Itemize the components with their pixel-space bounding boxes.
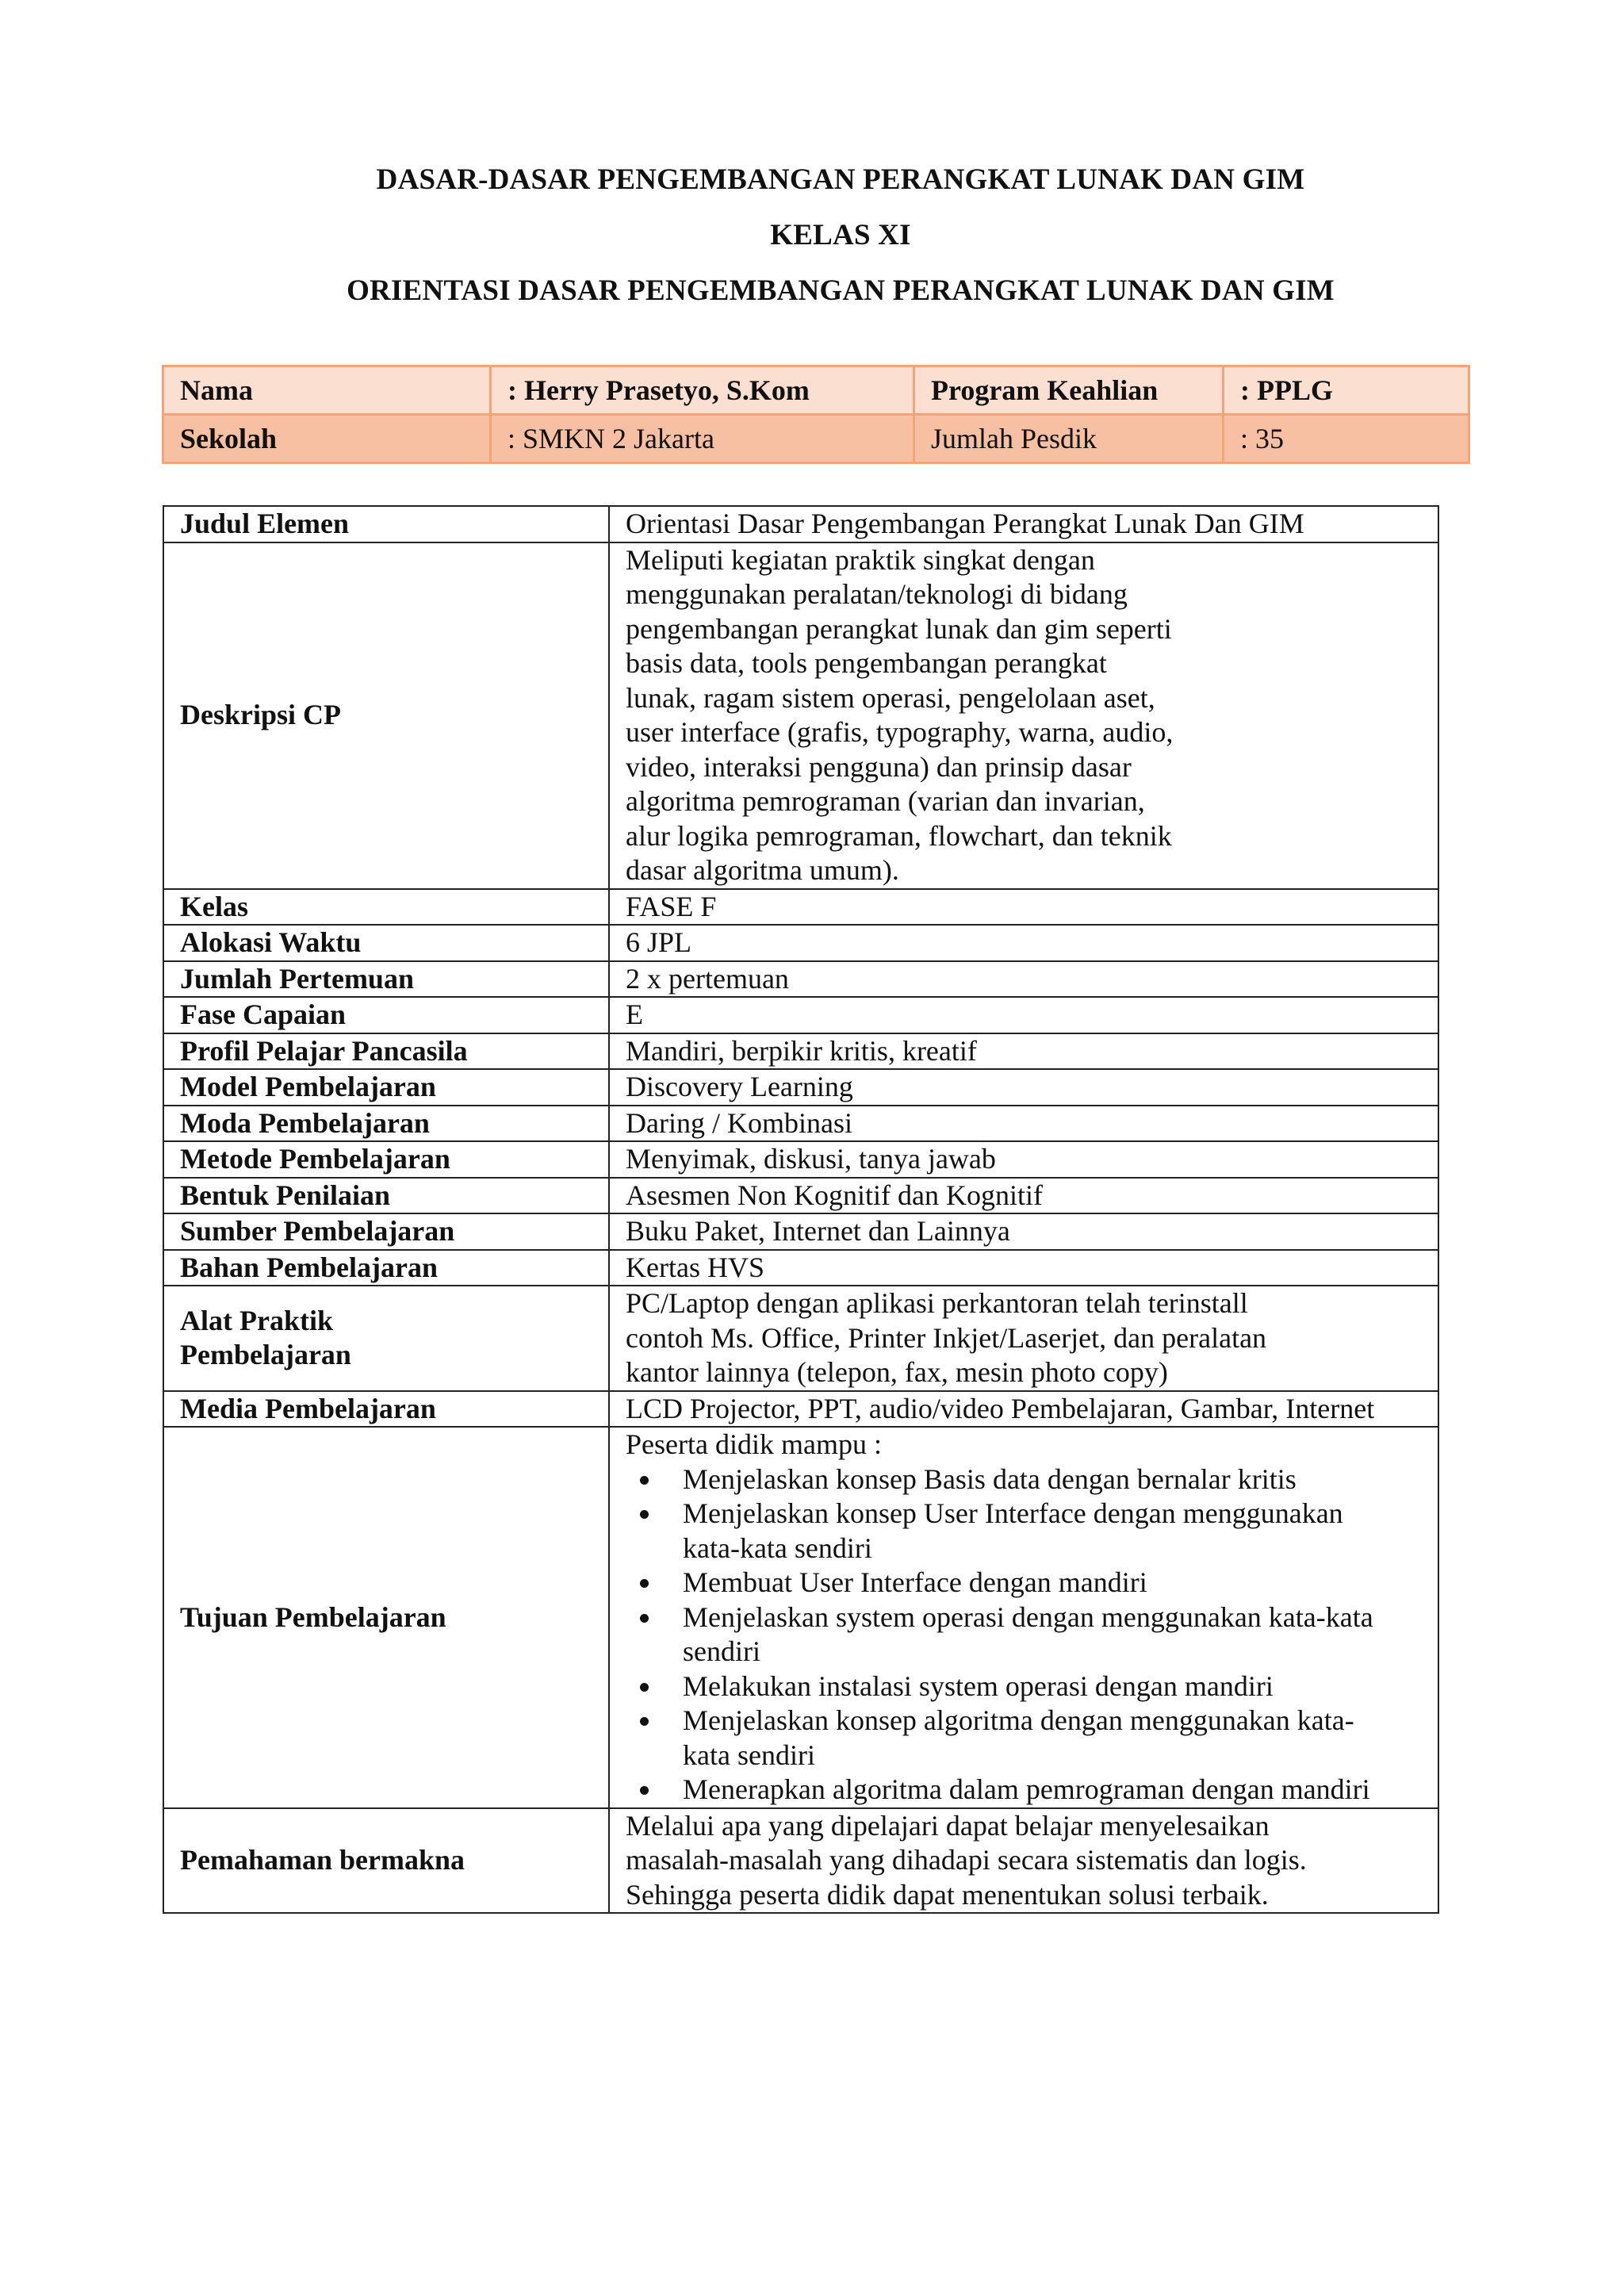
list-item (683, 1462, 1438, 1497)
list-item (683, 1704, 1438, 1773)
row-value: Buku Paket, Internet dan Lainnya (609, 1213, 1438, 1250)
table-row (163, 1178, 1438, 1214)
text-line: Menjelaskan system operasi dengan menggunakan kata-kata (683, 1600, 1373, 1633)
sekolah-value: : SMKN 2 Jakarta (491, 415, 914, 463)
row-label: Bentuk Penilaian (163, 1178, 609, 1214)
nama-label: Nama (163, 366, 491, 415)
row-value: Mandiri, berpikir kritis, kreatif (609, 1033, 1438, 1070)
table-row (163, 925, 1438, 961)
goals-intro: Peserta didik mampu : (626, 1428, 882, 1460)
row-label: Bahan Pembelajaran (163, 1250, 609, 1286)
table-row (163, 1391, 1438, 1428)
text-line: Sehingga peserta didik dapat menentukan solusi terbaik. (626, 1878, 1269, 1911)
text-line: kantor lainnya (telepon, fax, mesin photo copy) (626, 1356, 1168, 1388)
text-line: Menjelaskan konsep Basis data dengan bernalar kritis (683, 1462, 1297, 1495)
text-line: algoritma pemrograman (varian dan invarian, (626, 785, 1145, 817)
table-row (163, 1250, 1438, 1286)
jumlah-label: Jumlah Pesdik (914, 415, 1224, 463)
row-label: Moda Pembelajaran (163, 1106, 609, 1142)
table-row (163, 1286, 1438, 1391)
info-row-1 (163, 366, 1469, 415)
table-row (163, 1808, 1438, 1914)
table-row (163, 542, 1438, 889)
text-line: alur logika pemrograman, flowchart, dan teknik (626, 819, 1172, 852)
text-line: lunak, ragam sistem operasi, pengelolaan aset, (626, 681, 1155, 714)
text-line: contoh Ms. Office, Printer Inkjet/Laserjet, dan peralatan (626, 1321, 1267, 1354)
text-line: Melakukan instalasi system operasi dengan mandiri (683, 1669, 1274, 1702)
row-label: Media Pembelajaran (163, 1391, 609, 1428)
text-line: Meliputi kegiatan praktik singkat dengan (626, 543, 1095, 576)
text-line: Menjelaskan konsep User Interface dengan menggunakan (683, 1497, 1343, 1529)
info-row-2 (163, 415, 1469, 463)
row-label: Kelas (163, 889, 609, 926)
row-label: Fase Capaian (163, 997, 609, 1033)
table-row (163, 889, 1438, 926)
jumlah-value: : 35 (1224, 415, 1469, 463)
text-line: dasar algoritma umum). (626, 854, 899, 886)
document-title (0, 152, 1624, 319)
row-label: Deskripsi CP (163, 542, 609, 889)
text-line: menggunakan peralatan/teknologi di bidang (626, 578, 1128, 610)
row-value: Kertas HVS (609, 1250, 1438, 1286)
list-item (683, 1566, 1438, 1600)
sekolah-label: Sekolah (163, 415, 491, 463)
row-value: Asesmen Non Kognitif dan Kognitif (609, 1178, 1438, 1214)
text-line: PC/Laptop dengan aplikasi perkantoran telah terinstall (626, 1287, 1248, 1319)
table-row (163, 961, 1438, 998)
row-value: 2 x pertemuan (609, 961, 1438, 998)
nama-value: : Herry Prasetyo, S.Kom (491, 366, 914, 415)
row-value (609, 1286, 1438, 1391)
label-line: Pembelajaran (180, 1339, 351, 1371)
program-value: : PPLG (1224, 366, 1469, 415)
table-row (163, 1213, 1438, 1250)
row-value: FASE F (609, 889, 1438, 926)
row-value: 6 JPL (609, 925, 1438, 961)
row-value: Menyimak, diskusi, tanya jawab (609, 1141, 1438, 1178)
text-line: sendiri (683, 1635, 760, 1667)
text-line: user interface (grafis, typography, warna, audio, (626, 716, 1174, 748)
info-table (162, 365, 1470, 464)
label-line: Alat Praktik (180, 1304, 333, 1336)
list-item (683, 1600, 1438, 1669)
row-label: Model Pembelajaran (163, 1069, 609, 1106)
text-line: Menjelaskan konsep algoritma dengan menggunakan kata- (683, 1704, 1354, 1736)
row-value: Daring / Kombinasi (609, 1106, 1438, 1142)
table-row (163, 997, 1438, 1033)
row-value: Orientasi Dasar Pengembangan Perangkat Lunak Dan GIM (609, 506, 1438, 542)
row-label: Pemahaman bermakna (163, 1808, 609, 1914)
text-line: Melalui apa yang dipelajari dapat belajar menyelesaikan (626, 1809, 1270, 1842)
row-value: LCD Projector, PPT, audio/video Pembelajaran, Gambar, Internet (609, 1391, 1438, 1428)
program-label: Program Keahlian (914, 366, 1224, 415)
table-row (163, 1106, 1438, 1142)
row-label: Sumber Pembelajaran (163, 1213, 609, 1250)
table-row (163, 1427, 1438, 1808)
table-row (163, 506, 1438, 542)
list-item (683, 1497, 1438, 1566)
detail-table (163, 505, 1439, 1914)
row-label: Alokasi Waktu (163, 925, 609, 961)
row-label: Jumlah Pertemuan (163, 961, 609, 998)
text-line: kata-kata sendiri (683, 1531, 872, 1564)
title-line-2: KELAS XI (770, 219, 911, 251)
table-row (163, 1033, 1438, 1070)
text-line: basis data, tools pengembangan perangkat (626, 647, 1107, 679)
row-value: E (609, 997, 1438, 1033)
row-value: Discovery Learning (609, 1069, 1438, 1106)
list-item (683, 1669, 1438, 1704)
row-value (609, 542, 1438, 889)
text-line: video, interaksi pengguna) dan prinsip dasar (626, 750, 1132, 783)
row-value (609, 1427, 1438, 1808)
row-label (163, 1286, 609, 1391)
row-label: Metode Pembelajaran (163, 1141, 609, 1178)
goals-list (626, 1462, 1438, 1807)
text-line: pengembangan perangkat lunak dan gim seperti (626, 612, 1172, 645)
text-line: kata sendiri (683, 1738, 815, 1771)
table-row (163, 1141, 1438, 1178)
row-value (609, 1808, 1438, 1914)
row-label: Judul Elemen (163, 506, 609, 542)
table-row (163, 1069, 1438, 1106)
row-label: Tujuan Pembelajaran (163, 1427, 609, 1808)
text-line: Menerapkan algoritma dalam pemrograman dengan mandiri (683, 1773, 1370, 1805)
text-line: masalah-masalah yang dihadapi secara sistematis dan logis. (626, 1844, 1307, 1876)
list-item (683, 1773, 1438, 1807)
row-label: Profil Pelajar Pancasila (163, 1033, 609, 1070)
title-line-3: ORIENTASI DASAR PENGEMBANGAN PERANGKAT LUNAK DAN GIM (347, 274, 1335, 307)
title-line-1: DASAR-DASAR PENGEMBANGAN PERANGKAT LUNAK DAN GIM (376, 163, 1305, 196)
text-line: Membuat User Interface dengan mandiri (683, 1566, 1147, 1598)
